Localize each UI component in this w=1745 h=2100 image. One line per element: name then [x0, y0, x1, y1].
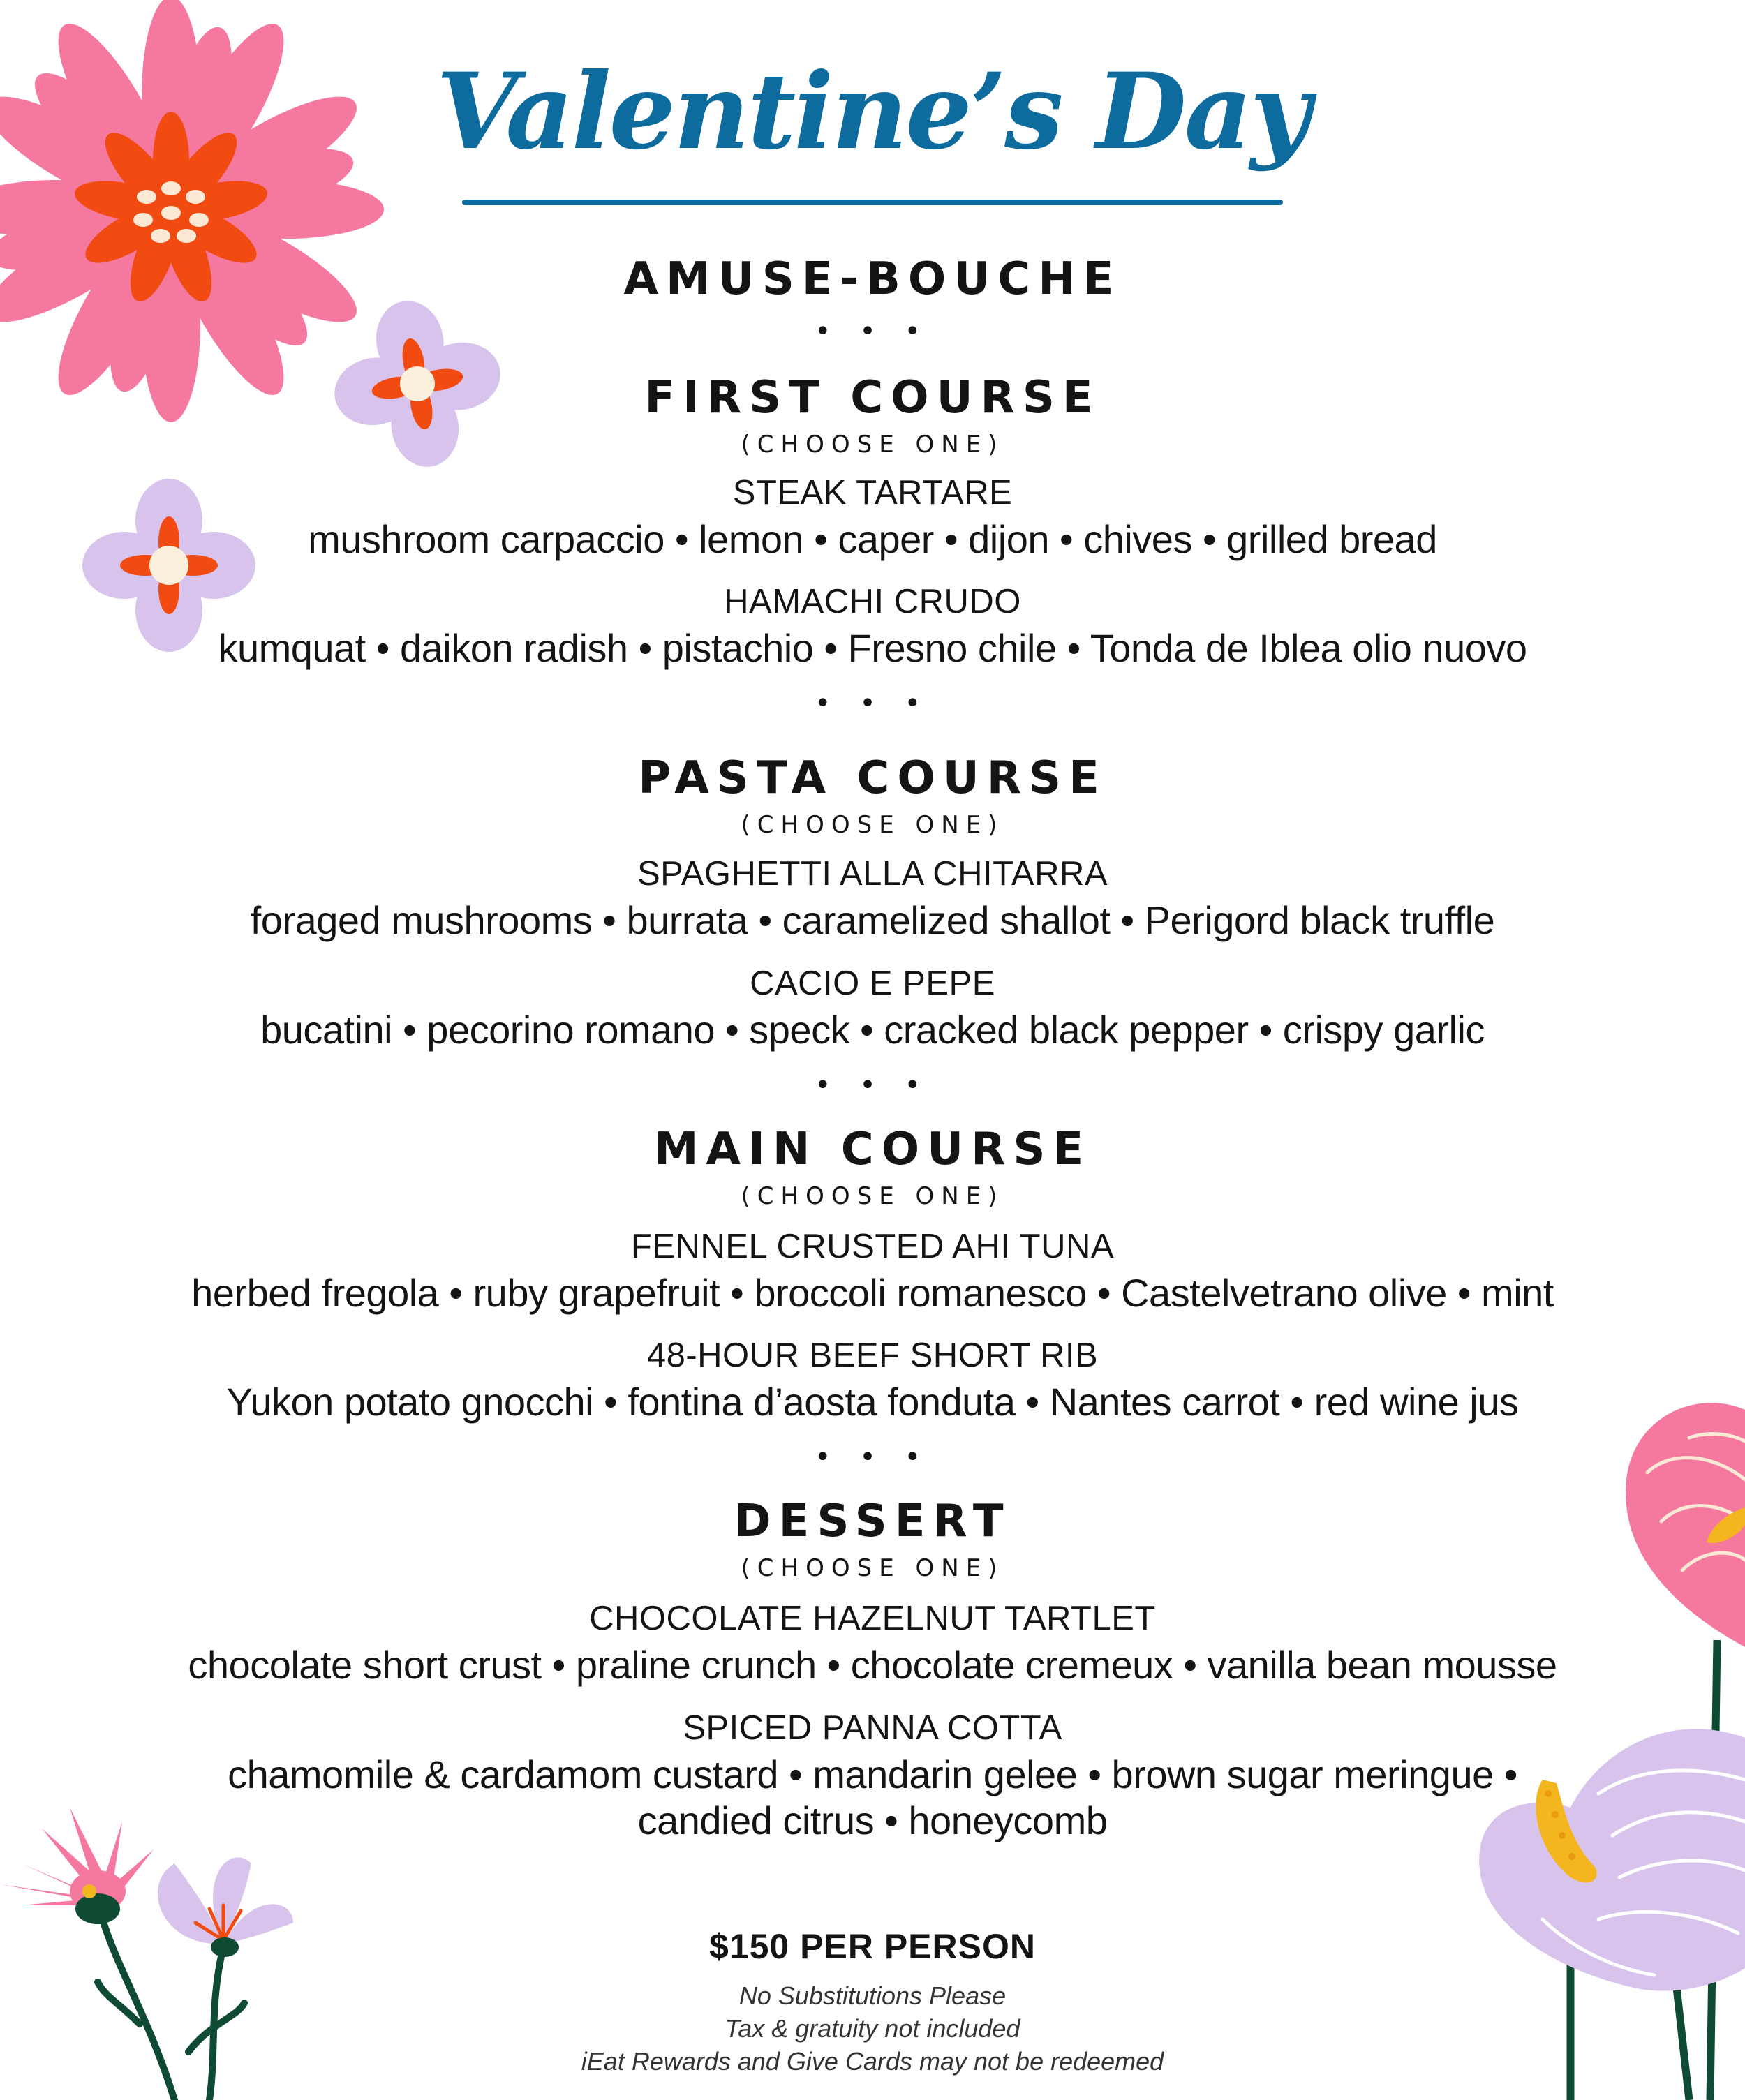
- note-line: No Substitutions Please: [738, 1981, 1007, 2010]
- main-course-heading: MAIN COURSE: [653, 1124, 1092, 1175]
- dish-description: bucatini • pecorino romano • speck • cracked black pepper • crispy garlic: [260, 1008, 1485, 1052]
- dish-description: kumquat • daikon radish • pistachio • Fresno chile • Tonda de Iblea olio nuovo: [218, 626, 1527, 670]
- dish-description: foraged mushrooms • burrata • caramelized shallot • Perigord black truffle: [250, 898, 1495, 942]
- separator-dots: • • •: [814, 687, 931, 720]
- choose-one-label: (CHOOSE ONE): [741, 431, 1004, 459]
- price: $150 PER PERSON: [709, 1927, 1036, 1966]
- note-line: Tax & gratuity not included: [725, 2014, 1020, 2043]
- choose-one-label: (CHOOSE ONE): [741, 1554, 1004, 1582]
- dish-name: 48-HOUR BEEF SHORT RIB: [646, 1336, 1099, 1374]
- dish-description: herbed fregola • ruby grapefruit • broccoli romanesco • Castelvetrano olive • mint: [191, 1271, 1554, 1315]
- first-course-heading: FIRST COURSE: [644, 372, 1101, 424]
- choose-one-label: (CHOOSE ONE): [741, 1182, 1004, 1210]
- dish-description: Yukon potato gnocchi • fontina d’aosta fonduta • Nantes carrot • red wine jus: [226, 1380, 1519, 1424]
- pasta-course-section: [0, 752, 1745, 839]
- dish-description: mushroom carpaccio • lemon • caper • dijon • chives • grilled bread: [308, 517, 1437, 561]
- dessert-heading: DESSERT: [734, 1496, 1011, 1547]
- main-course-section: [0, 1124, 1745, 1210]
- separator-dots: • • •: [814, 1069, 931, 1101]
- menu-title: Valentine’s Day: [436, 50, 1309, 173]
- dish-description: chamomile & cardamom custard • mandarin gelee • brown sugar meringue •: [228, 1752, 1517, 1796]
- pasta-course-heading: PASTA COURSE: [638, 752, 1107, 804]
- dish-name: CACIO E PEPE: [750, 965, 995, 1002]
- dish-name: SPAGHETTI ALLA CHITARRA: [637, 855, 1108, 893]
- dish-description: chocolate short crust • praline crunch • chocolate cremeux • vanilla bean mousse: [188, 1643, 1557, 1687]
- dish-name: FENNEL CRUSTED AHI TUNA: [630, 1228, 1115, 1265]
- separator-dots: • • •: [814, 1441, 931, 1473]
- dish-name: HAMACHI CRUDO: [724, 583, 1021, 620]
- dish-name: SPICED PANNA COTTA: [683, 1709, 1062, 1747]
- dessert-section: [0, 1496, 1745, 1582]
- amuse-bouche-heading: AMUSE-BOUCHE: [623, 253, 1122, 305]
- choose-one-label: (CHOOSE ONE): [741, 811, 1004, 839]
- title-underline: [462, 200, 1283, 205]
- dish-name: STEAK TARTARE: [732, 474, 1013, 512]
- dish-name: CHOCOLATE HAZELNUT TARTLET: [589, 1600, 1156, 1637]
- amuse-bouche-section: [0, 253, 1745, 305]
- dish-description-continued: candied citrus • honeycomb: [637, 1799, 1108, 1842]
- note-line: iEat Rewards and Give Cards may not be redeemed: [581, 2047, 1164, 2076]
- first-course-section: [0, 372, 1745, 459]
- separator-dots: • • •: [814, 315, 931, 348]
